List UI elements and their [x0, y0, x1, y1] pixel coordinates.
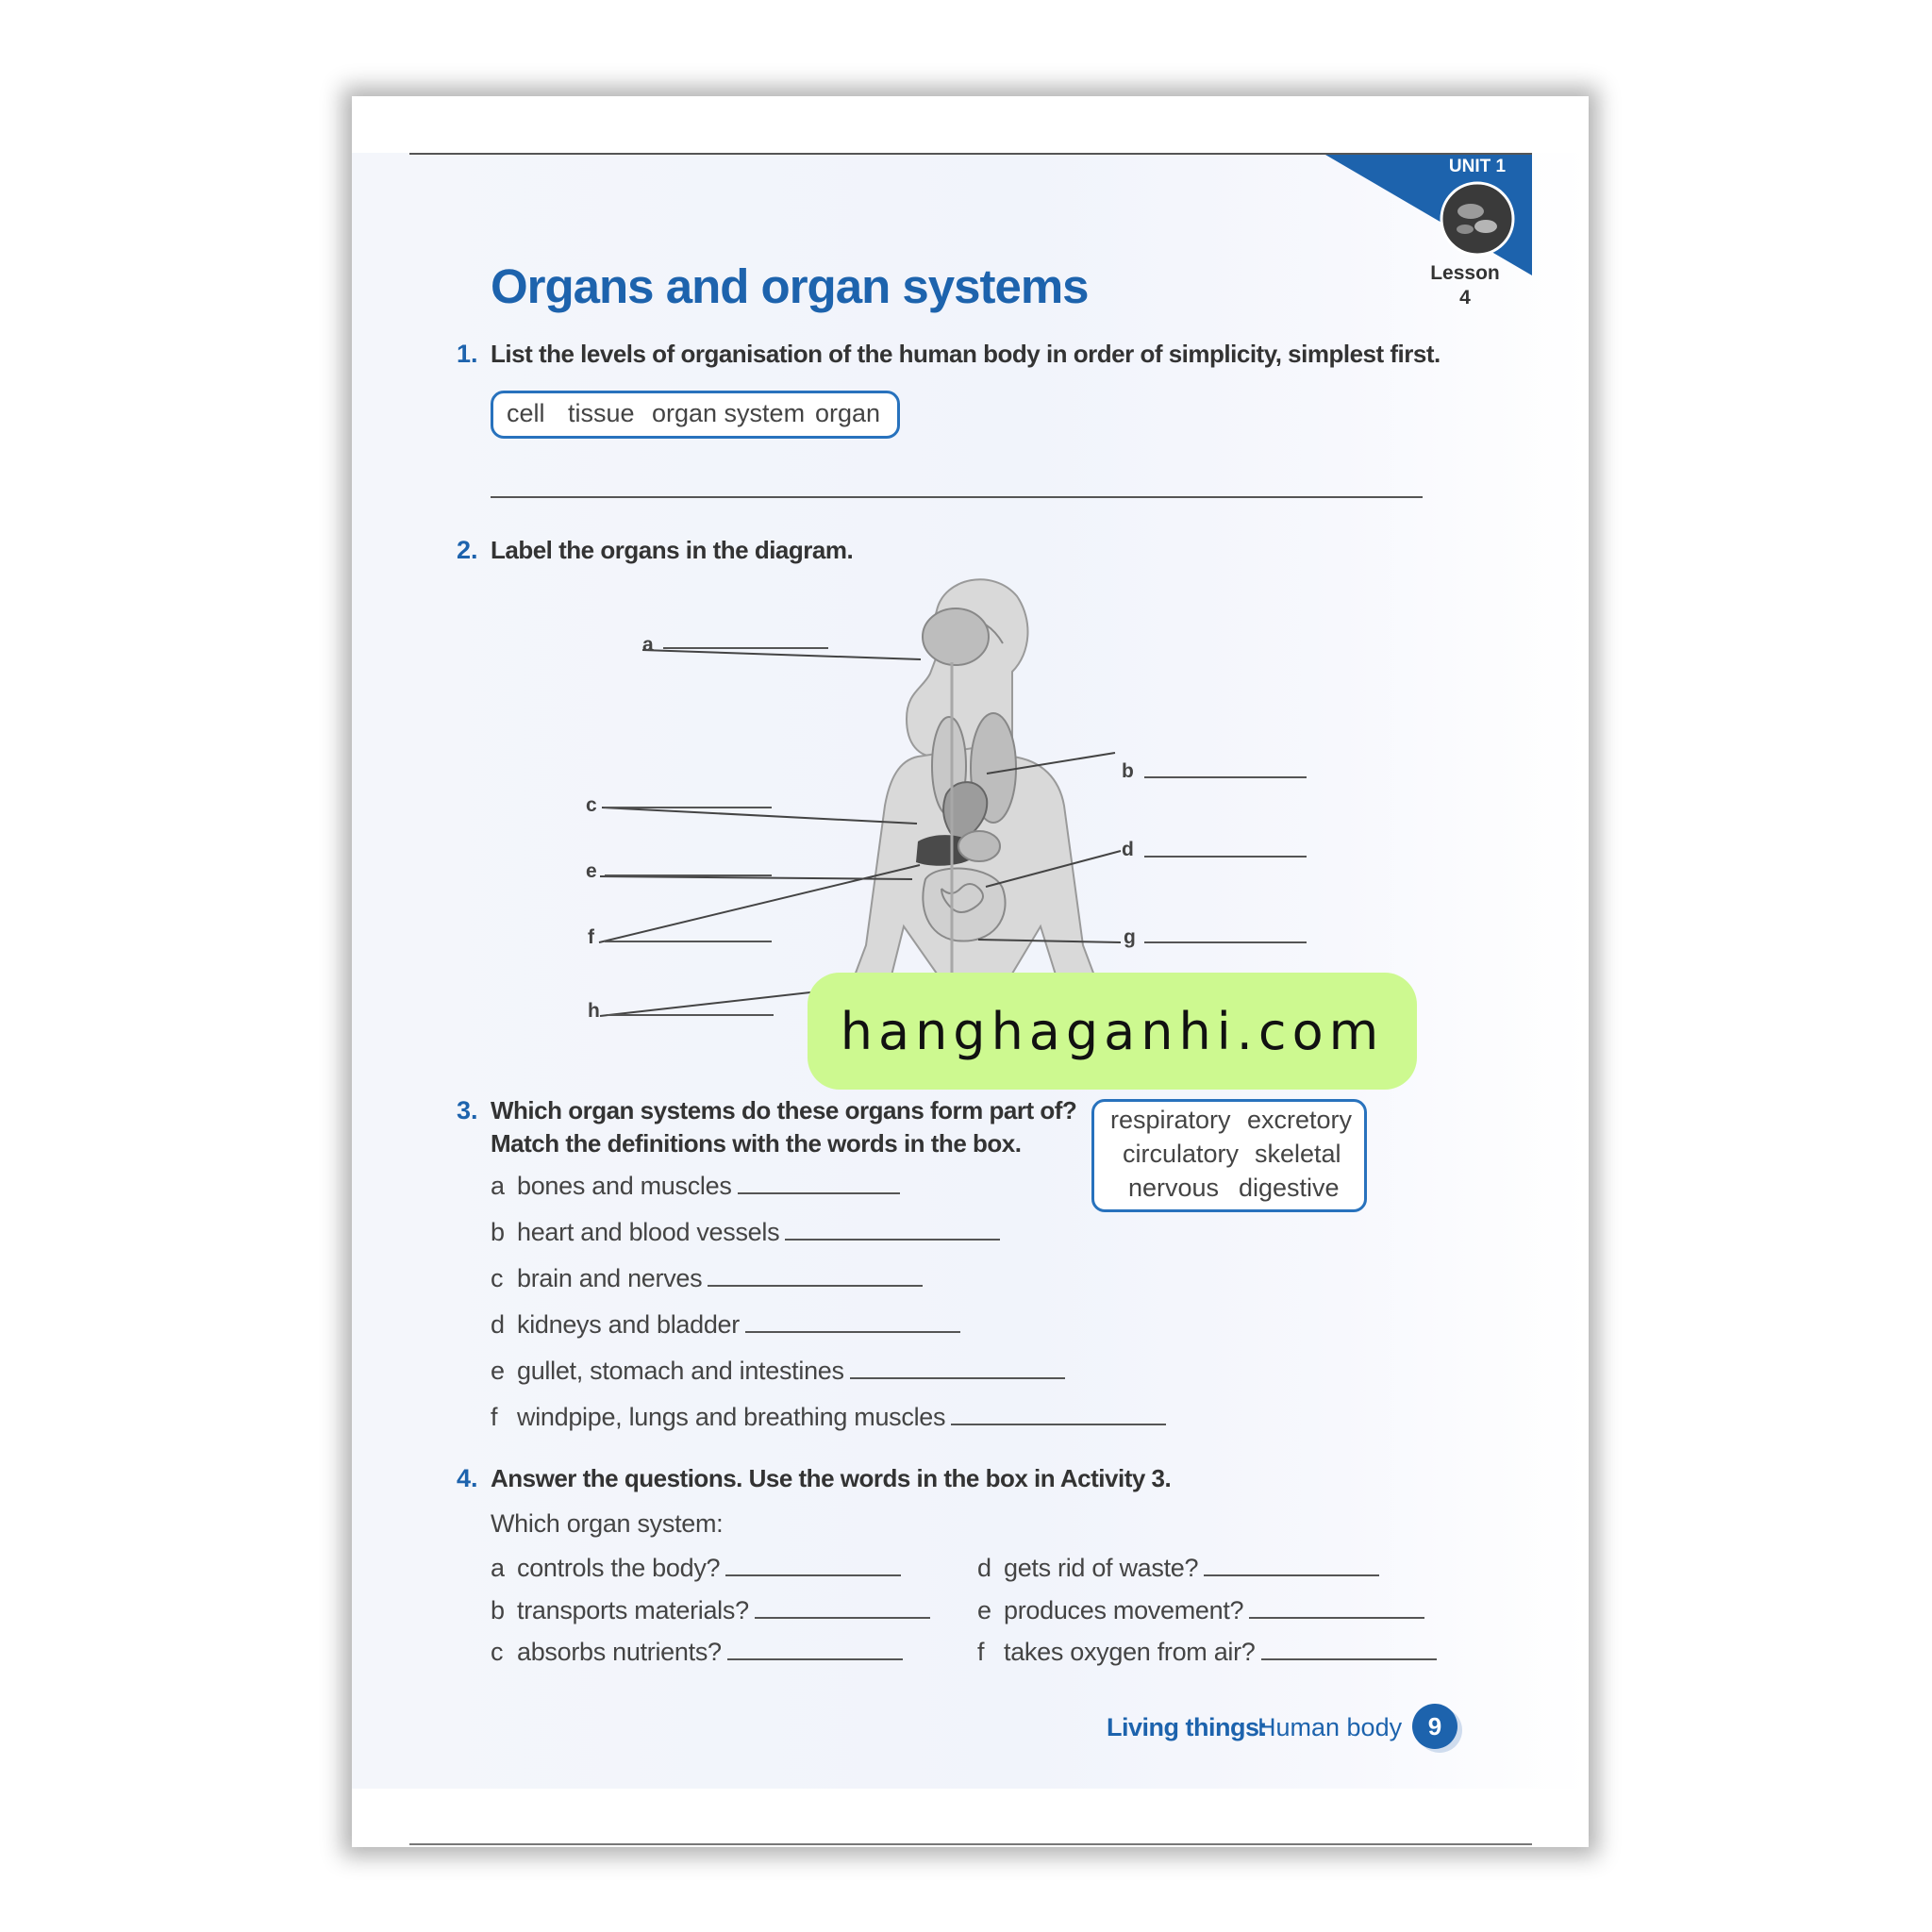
diagram-label-c: c: [586, 794, 597, 816]
q4-item-b: b transports materials?: [491, 1596, 930, 1625]
q2-number: 2.: [457, 536, 478, 564]
footer-subtopic: Human body: [1257, 1713, 1403, 1741]
q4-intro: Which organ system:: [491, 1509, 724, 1538]
diagram-label-e: e: [586, 860, 597, 882]
q3-text-line1: Which organ systems do these organs form part of?: [491, 1096, 1077, 1124]
diagram-label-d: d: [1122, 839, 1134, 860]
q4-answer-blank[interactable]: [1249, 1596, 1424, 1619]
page-title: Organs and organ systems: [491, 259, 1089, 313]
diagram-label-h: h: [588, 1000, 600, 1022]
q3-word: respiratory: [1110, 1106, 1231, 1134]
q4-answer-blank[interactable]: [725, 1554, 901, 1576]
q4-item-c: c absorbs nutrients?: [491, 1638, 903, 1667]
q3-word: skeletal: [1255, 1140, 1341, 1168]
page-number: 9: [1412, 1704, 1457, 1749]
q3-item-e: e gullet, stomach and intestines: [491, 1357, 1065, 1386]
lesson-label: Lesson: [1430, 262, 1500, 284]
q4-item-d: d gets rid of waste?: [977, 1554, 1379, 1583]
q1-word: cell: [507, 399, 545, 427]
q3-text-line2: Match the definitions with the words in the box.: [491, 1129, 1022, 1158]
q3-number: 3.: [457, 1096, 478, 1124]
workbook-page: [352, 96, 1589, 1847]
q1-word: tissue: [568, 399, 635, 427]
q4-item-e: e produces movement?: [977, 1596, 1424, 1625]
q3-item-b: b heart and blood vessels: [491, 1218, 1000, 1247]
q3-answer-blank[interactable]: [708, 1264, 923, 1287]
q4-answer-blank[interactable]: [727, 1638, 903, 1660]
q3-word: excretory: [1247, 1106, 1353, 1134]
q3-word: digestive: [1239, 1174, 1340, 1202]
q3-word: nervous: [1128, 1174, 1220, 1202]
diagram-label-b: b: [1122, 760, 1134, 782]
q3-answer-blank[interactable]: [785, 1218, 1000, 1241]
diagram-label-f: f: [588, 926, 594, 948]
q4-item-f: f takes oxygen from air?: [977, 1638, 1437, 1667]
unit-label: UNIT 1: [1448, 157, 1507, 176]
q3-answer-blank[interactable]: [745, 1310, 960, 1333]
q3-item-f: f windpipe, lungs and breathing muscles: [491, 1403, 1166, 1432]
q4-item-a: a controls the body?: [491, 1554, 901, 1583]
q4-answer-blank[interactable]: [1204, 1554, 1379, 1576]
q3-word: circulatory: [1123, 1140, 1240, 1168]
q4-text: Answer the questions. Use the words in the box in Activity 3.: [491, 1464, 1172, 1492]
q1-text: List the levels of organisation of the human body in order of simplicity, simplest first.: [491, 340, 1441, 368]
diagram-label-a: a: [642, 634, 654, 656]
q3-answer-blank[interactable]: [951, 1403, 1166, 1425]
watermark-banner: hanghaganhi.com: [808, 973, 1417, 1090]
bottom-rule: [409, 1843, 1532, 1845]
q4-number: 4.: [457, 1464, 478, 1492]
q3-word-box: [1091, 1099, 1367, 1212]
q1-word: organ: [815, 399, 881, 427]
q3-item-c: c brain and nerves: [491, 1264, 923, 1293]
q3-item-d: d kidneys and bladder: [491, 1310, 960, 1340]
footer-topic: Living things:: [1107, 1713, 1267, 1741]
diagram-label-g: g: [1124, 926, 1136, 948]
q1-word: organ system: [652, 399, 806, 427]
q3-item-a: a bones and muscles: [491, 1172, 900, 1201]
q4-answer-blank[interactable]: [1261, 1638, 1437, 1660]
q2-text: Label the organs in the diagram.: [491, 536, 854, 564]
q3-answer-blank[interactable]: [738, 1172, 900, 1194]
q3-answer-blank[interactable]: [850, 1357, 1065, 1379]
lesson-number: 4: [1459, 287, 1471, 308]
q4-answer-blank[interactable]: [755, 1596, 930, 1619]
q1-number: 1.: [457, 340, 478, 368]
